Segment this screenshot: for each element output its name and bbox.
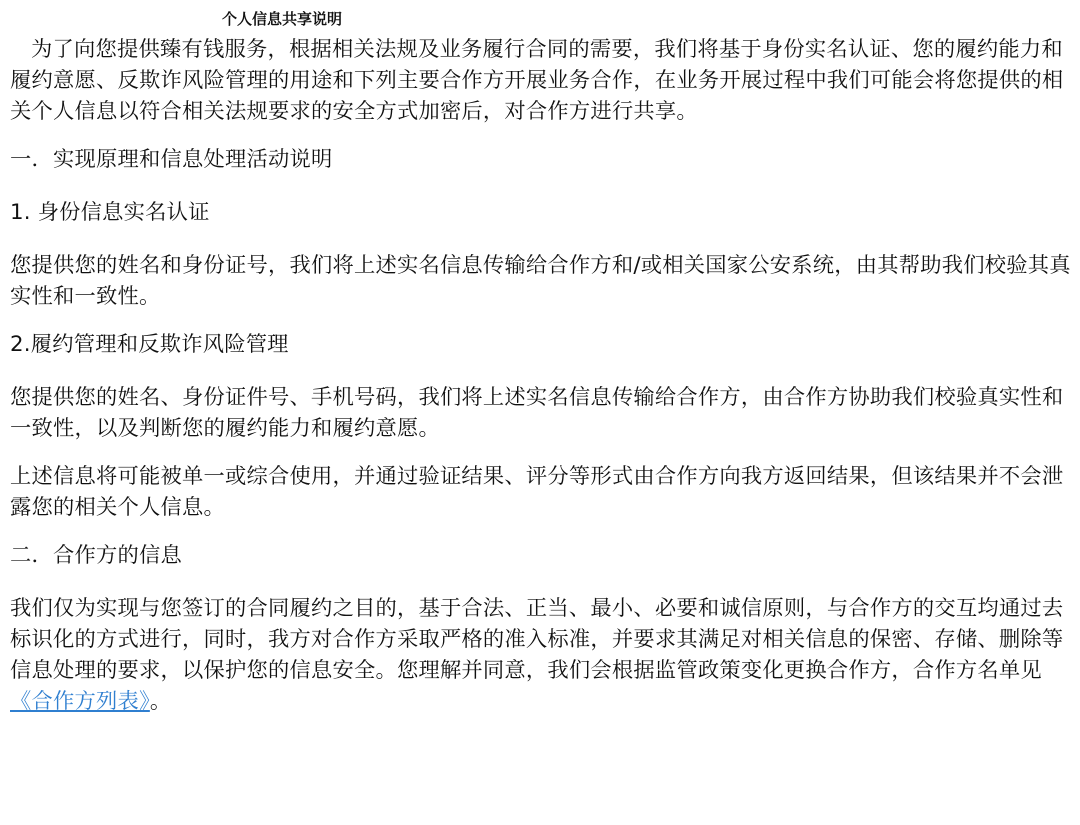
page-title: 个人信息共享说明 (222, 10, 343, 28)
section-2-ending: 。 (149, 689, 172, 714)
subsection-1-text: 您提供您的姓名和身份证号，我们将上述实名信息传输给合作方和/或相关国家公安系统，由其帮助我们校验其真实性和一致性。 (10, 253, 1071, 309)
intro-paragraph: 为了向您提供臻有钱服务，根据相关法规及业务履行合同的需要，我们将基于身份实名认证、您的履约能力和履约意愿、反欺诈风险管理的用途和下列主要合作方开展业务合作，在业务开展过程中我们可能会将您提供的相关个人信息以符合相关法规要求的安全方式加密后，对合作方进行共享。 (10, 37, 1064, 124)
subsection-2-text-2: 上述信息将可能被单一或综合使用，并通过验证结果、评分等形式由合作方向我方返回结果，但该结果并不会泄露您的相关个人信息。 (10, 464, 1064, 520)
subsection-1-heading: 1. 身份信息实名认证 (10, 200, 210, 225)
document (10, 8, 1072, 734)
section-2-text: 我们仅为实现与您签订的合同履约之目的，基于合法、正当、最小、必要和诚信原则，与合作方的交互均通过去标识化的方式进行，同时，我方对合作方采取严格的准入标准，并要求其满足对相关信息的保密、存储、删除等信息处理的要求，以保护您的信息安全。您理解并同意，我们会根据监管政策变化更换合作方，合作方名单见 (10, 596, 1064, 683)
section-2-heading: 二．合作方的信息 (10, 543, 182, 568)
subsection-2-heading: 2.履约管理和反欺诈风险管理 (10, 332, 289, 357)
section-1-heading: 一．实现原理和信息处理活动说明 (10, 147, 333, 172)
subsection-2-text-1: 您提供您的姓名、身份证件号、手机号码，我们将上述实名信息传输给合作方，由合作方协助我们校验真实性和一致性，以及判断您的履约能力和履约意愿。 (10, 385, 1064, 441)
section-2-paragraph (10, 593, 1072, 717)
partner-list-link[interactable]: 《合作方列表》 (10, 689, 150, 714)
